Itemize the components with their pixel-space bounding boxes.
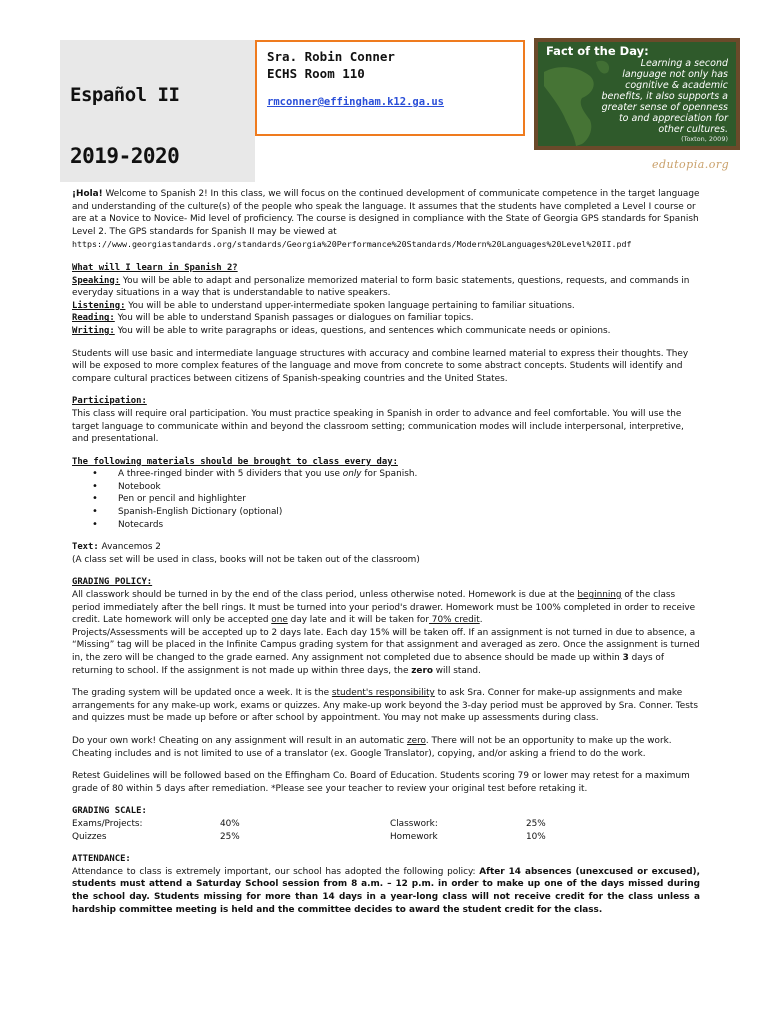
learn-section: What will I learn in Spanish 2? Speaking: You will be able to adapt and personalize memorized material to form basic statements, questions, requests, and commands in everyday situations in a way that is understandable to native speakers. Listening: You will be able to understand upper-intermediate spoken language pertaining to familiar situations. Reading: You will be able to understand Spanish passages or dialogues on familiar topics. Writing: You will be able to write paragraphs or ideas, questions, and sentences which communicate needs or opinions.	[72, 262, 690, 336]
participation-heading: Participation:	[72, 396, 147, 407]
attendance-section: ATTENDANCE: Attendance to class is extremely important, our school has adopted the following policy: After 14 absences (unexcused or excused), students must attend a Saturday School session from 8 a.m. – 12 p.m. in order to make up one of the days missed during the school day. Students missing for more than 14 days in a year-long class will not receive credit for the class unless a hardship committee meeting is held and the committee decides to award the student credit for the class.	[72, 854, 700, 915]
list-item: • A three-ringed binder with 5 dividers that you use only for Spanish.	[118, 468, 700, 481]
list-item: • Notebook	[118, 481, 700, 494]
table-row: Quizzes 25% Homework 10%	[72, 831, 546, 842]
list-item: • Notecards	[118, 519, 700, 532]
course-title: Español II	[70, 84, 180, 106]
syllabus-body	[72, 188, 700, 926]
grading-scale-section	[72, 805, 700, 843]
edutopia-logo: edutopia.org	[652, 158, 730, 171]
fact-citation: (Toxton, 2009)	[681, 135, 728, 143]
standards-url[interactable]: https://www.georgiastandards.org/standards/Georgia%20Performance%20Standards/Modern%20Languages%20Level%20II.pdf	[72, 239, 632, 250]
participation-section: Participation: This class will require oral participation. You must practice speaking in Spanish in order to advance and feel comfortable. You will use the target language to communicate within and beyond the classroom setting; communication modes will include interpersonal, interpretive, and presentational.	[72, 396, 684, 445]
grading-scale-table	[72, 818, 546, 843]
email-link[interactable]: rmconner@effingham.k12.ga.us	[267, 96, 445, 108]
structures-paragraph: Students will use basic and intermediate language structures with accuracy and combine learned material to express their thoughts. They will be exposed to more complex features of the language and move from concrete to some abstract concepts. Students will identify and compare cultural practices between citizens of Spanish-speaking countries and the United States.	[72, 348, 689, 384]
materials-list	[72, 468, 700, 531]
learn-heading: What will I learn in Spanish 2?	[72, 262, 238, 273]
grading-policy-heading: GRADING POLICY:	[72, 577, 153, 588]
fact-of-day-chalkboard	[534, 38, 740, 150]
fact-text: Learning a second language not only has cognitive & academic benefits, it also supports a greater sense of openness to and appreciation for other cultures.	[601, 58, 728, 135]
materials-heading: The following materials should be brought to class every day:	[72, 456, 398, 467]
intro-paragraph: ¡Hola! Welcome to Spanish 2! In this class, we will focus on the continued development of communicate competence in the target language and understanding of the culture(s) of the people who speak the language. It assumes that the students have completed a Level I course or are at a Novice to Novice- Mid level of proficiency. The course is designed in compliance with the State of Georgia GPS standards for Spanish Level 2. The GPS standards for Spanish II may be viewed at https://www.georgiastandards.org/standards/Georgia%20Performance%20Standards/Modern%20Languages%20Level%20II.pdf	[72, 189, 700, 250]
contact-box	[255, 40, 525, 136]
grading-policy-section: GRADING POLICY: All classwork should be turned in by the end of the class period, unless otherwise noted. Homework is due at the beginning of the class period immediately after the bell rings. It must be turned into your period's drawer. Homework must be 100% completed in order to receive credit. Late homework will only be accepted one day late and it will be taken for 70% credit. Projects/Assessments will be accepted up to 2 days late. Each day 15% will be taken off. If an assignment is not turned in due to absence, a “Missing” tag will be placed in the Infinite Campus grading system for that assignment and averaged as zero. Once the assignment is turned in, the zero will be changed to the grade earned. Any assignment not completed due to absence should be made up within 3 days of returning to school. If the assignment is not made up within three days, the zero will stand.	[72, 577, 700, 676]
teacher-name: Sra. Robin Conner	[267, 49, 395, 64]
list-item: • Spanish-English Dictionary (optional)	[118, 506, 700, 519]
retest-paragraph: Retest Guidelines will be followed based on the Effingham Co. Board of Education. Students scoring 79 or lower may retest for a maximum grade of 80 within 5 days after remediation. *Please see your teacher to review your original test before retaking it.	[72, 771, 690, 794]
grading-update-paragraph: The grading system will be updated once a week. It is the student's responsibility to ask Sra. Conner for make-up assignments and make arrangements for any make-up work, exams or quizzes. Any make-up work beyond the 3-day period must be approved by Sra. Conner. Tests and quizzes must be made up before or after school by appointment. You may not make up assessments during class.	[72, 688, 698, 724]
grading-scale-heading: GRADING SCALE:	[72, 806, 147, 817]
attendance-heading: ATTENDANCE:	[72, 854, 131, 865]
fact-title: Fact of the Day:	[546, 44, 649, 58]
table-row: Exams/Projects: 40% Classwork: 25%	[72, 818, 546, 829]
textbook-section: Text: Avancemos 2 (A class set will be used in class, books will not be taken out of the classroom)	[72, 542, 420, 565]
cheating-paragraph: Do your own work! Cheating on any assignment will result in an automatic zero. There will not be an opportunity to make up the work. Cheating includes and is not limited to use of a translator (ex. Google Translator), copying, and/or asking a friend to do the work.	[72, 735, 672, 759]
list-item: • Pen or pencil and highlighter	[118, 493, 700, 506]
room-number: ECHS Room 110	[267, 66, 365, 81]
school-year: 2019-2020	[70, 144, 180, 168]
materials-section	[72, 456, 700, 532]
